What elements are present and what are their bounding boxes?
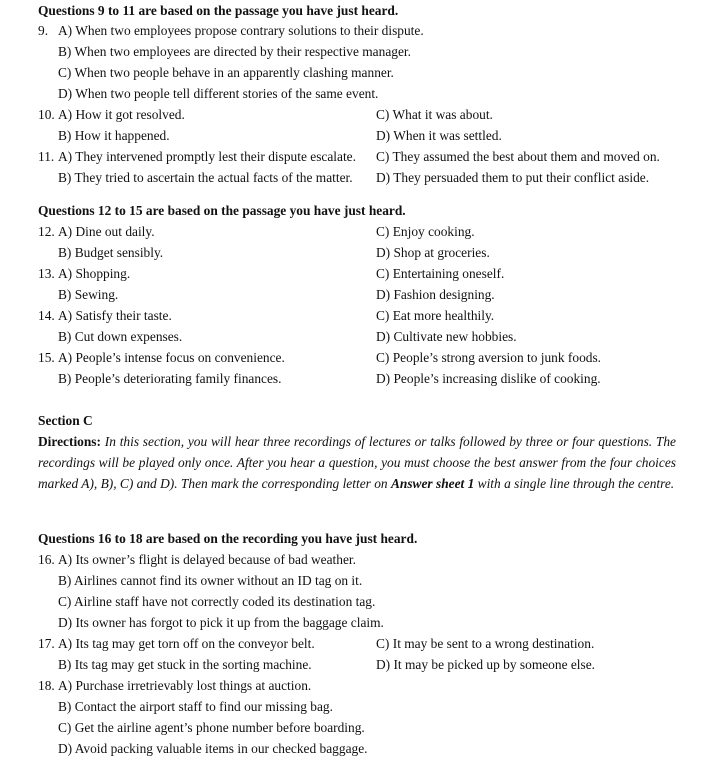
q13-number: 13. — [38, 266, 55, 281]
q15-line-2 — [0, 368, 719, 389]
q9-line-a — [0, 20, 719, 41]
questions-16-18-header-line — [0, 528, 719, 549]
q17-option-c[interactable]: C) It may be sent to a wrong destination. — [376, 636, 595, 651]
q17-line-2 — [0, 654, 719, 675]
questions-16-18-header: Questions 16 to 18 are based on the recording you have just heard. — [38, 531, 418, 546]
q14-option-b[interactable]: B) Cut down expenses. — [58, 329, 183, 344]
directions-label: Directions: — [38, 434, 101, 449]
q11-option-c[interactable]: C) They assumed the best about them and moved on. — [376, 149, 660, 164]
q9-option-b[interactable]: B) When two employees are directed by their respective manager. — [58, 44, 411, 59]
q9-option-a[interactable]: A) When two employees propose contrary solutions to their dispute. — [58, 23, 424, 38]
q15-option-b[interactable]: B) People’s deteriorating family finances. — [58, 371, 282, 386]
q12-number: 12. — [38, 224, 55, 239]
q10-line-2 — [0, 125, 719, 146]
q17-option-d[interactable]: D) It may be picked up by someone else. — [376, 657, 596, 672]
q18-option-c[interactable]: C) Get the airline agent’s phone number before boarding. — [58, 720, 365, 735]
directions-text-1: In this section, you will hear three recordings of lectures or talks followed by three or four questions. The recordings will be played only once. After you hear a question, you must choose the best answer from the four choices marked A), B), C) and D). Then mark the corresponding letter on — [38, 434, 676, 491]
q9-line-c — [0, 62, 719, 83]
q16-line-a — [0, 549, 719, 570]
q18-number: 18. — [38, 678, 55, 693]
q11-line-1 — [0, 146, 719, 167]
q18-line-d — [0, 738, 719, 759]
q13-line-1 — [0, 263, 719, 284]
q14-option-c[interactable]: C) Eat more healthily. — [376, 308, 495, 323]
directions-text-2: with a single line through the centre. — [477, 476, 675, 491]
q9-line-b — [0, 41, 719, 62]
section-c-directions — [38, 431, 676, 494]
q12-option-b[interactable]: B) Budget sensibly. — [58, 245, 164, 260]
q16-option-b[interactable]: B) Airlines cannot find its owner without an ID tag on it. — [58, 573, 363, 588]
q15-option-c[interactable]: C) People’s strong aversion to junk foods. — [376, 350, 602, 365]
answer-sheet-label: Answer sheet 1 — [390, 476, 475, 491]
q10-option-c[interactable]: C) What it was about. — [376, 107, 493, 122]
q12-option-c[interactable]: C) Enjoy cooking. — [376, 224, 475, 239]
q16-line-b — [0, 570, 719, 591]
q9-number: 9. — [38, 23, 49, 38]
q16-number: 16. — [38, 552, 55, 567]
q14-option-d[interactable]: D) Cultivate new hobbies. — [376, 329, 517, 344]
q18-option-a[interactable]: A) Purchase irretrievably lost things at auction. — [58, 678, 312, 693]
q10-option-a[interactable]: A) How it got resolved. — [58, 107, 185, 122]
q18-line-b — [0, 696, 719, 717]
q12-option-a[interactable]: A) Dine out daily. — [58, 224, 155, 239]
q17-number: 17. — [38, 636, 55, 651]
q17-line-1 — [0, 633, 719, 654]
q16-option-d[interactable]: D) Its owner has forgot to pick it up from the baggage claim. — [58, 615, 384, 630]
q15-number: 15. — [38, 350, 55, 365]
q13-line-2 — [0, 284, 719, 305]
q9-option-c[interactable]: C) When two people behave in an apparently clashing manner. — [58, 65, 394, 80]
q15-option-d[interactable]: D) People’s increasing dislike of cooking. — [376, 371, 601, 386]
q18-line-c — [0, 717, 719, 738]
q12-line-2 — [0, 242, 719, 263]
q9-line-d — [0, 83, 719, 104]
q14-option-a[interactable]: A) Satisfy their taste. — [58, 308, 172, 323]
q11-option-b[interactable]: B) They tried to ascertain the actual facts of the matter. — [58, 170, 353, 185]
q18-line-a — [0, 675, 719, 696]
q16-line-c — [0, 591, 719, 612]
q12-option-d[interactable]: D) Shop at groceries. — [376, 245, 490, 260]
q10-line-1 — [0, 104, 719, 125]
q15-line-1 — [0, 347, 719, 368]
questions-9-11-header: Questions 9 to 11 are based on the passage you have just heard. — [38, 3, 399, 18]
q11-option-a[interactable]: A) They intervened promptly lest their dispute escalate. — [58, 149, 356, 164]
q14-number: 14. — [38, 308, 55, 323]
q10-option-b[interactable]: B) How it happened. — [58, 128, 170, 143]
questions-12-15-header-line — [0, 200, 719, 221]
q13-option-d[interactable]: D) Fashion designing. — [376, 287, 495, 302]
q13-option-c[interactable]: C) Entertaining oneself. — [376, 266, 505, 281]
q16-option-c[interactable]: C) Airline staff have not correctly coded its destination tag. — [58, 594, 376, 609]
q18-option-d[interactable]: D) Avoid packing valuable items in our checked baggage. — [58, 741, 368, 756]
q14-line-2 — [0, 326, 719, 347]
questions-9-11-header-line — [0, 0, 719, 21]
q10-number: 10. — [38, 107, 55, 122]
q10-option-d[interactable]: D) When it was settled. — [376, 128, 502, 143]
q11-option-d[interactable]: D) They persuaded them to put their conflict aside. — [376, 170, 650, 185]
q16-line-d — [0, 612, 719, 633]
questions-12-15-header: Questions 12 to 15 are based on the passage you have just heard. — [38, 203, 406, 218]
section-c-title: Section C — [38, 413, 93, 428]
q15-option-a[interactable]: A) People’s intense focus on convenience. — [58, 350, 285, 365]
q17-option-b[interactable]: B) Its tag may get stuck in the sorting machine. — [58, 657, 312, 672]
q13-option-b[interactable]: B) Sewing. — [58, 287, 119, 302]
q16-option-a[interactable]: A) Its owner’s flight is delayed because of bad weather. — [58, 552, 356, 567]
section-c-title-line — [0, 410, 719, 431]
q17-option-a[interactable]: A) Its tag may get torn off on the conveyor belt. — [58, 636, 315, 651]
q13-option-a[interactable]: A) Shopping. — [58, 266, 131, 281]
q11-line-2 — [0, 167, 719, 188]
q18-option-b[interactable]: B) Contact the airport staff to find our missing bag. — [58, 699, 333, 714]
q11-number: 11. — [38, 149, 55, 164]
q14-line-1 — [0, 305, 719, 326]
q9-option-d[interactable]: D) When two people tell different stories of the same event. — [58, 86, 379, 101]
q12-line-1 — [0, 221, 719, 242]
